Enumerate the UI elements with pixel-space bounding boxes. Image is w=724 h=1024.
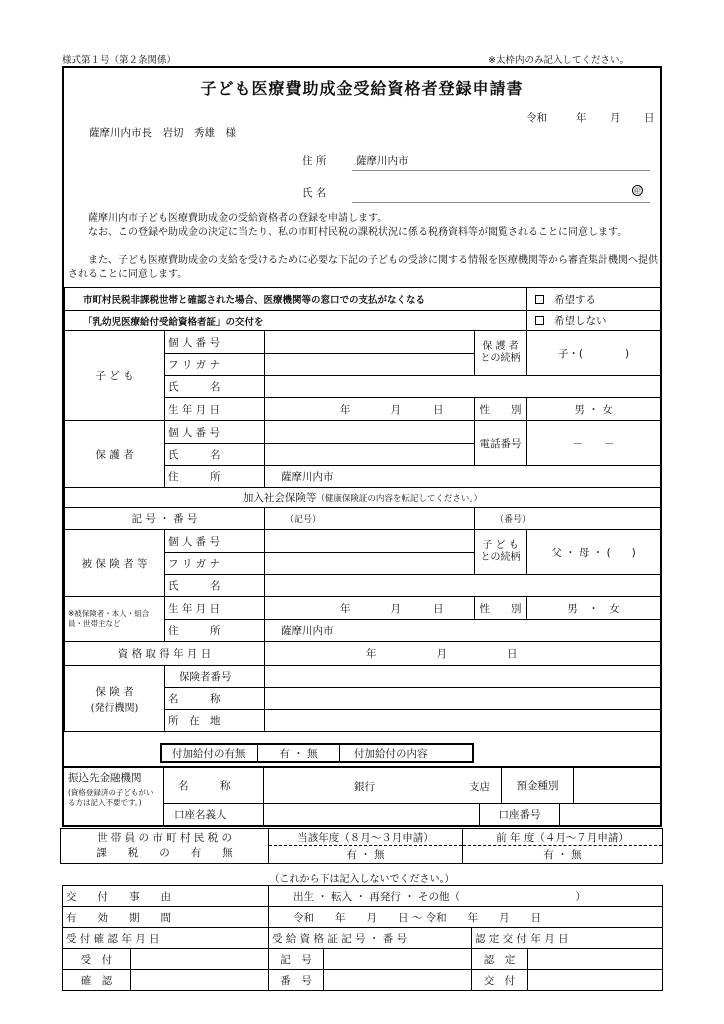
bank-name-label: 名 称 — [164, 768, 264, 804]
issuer-number-label: 保険者番号 — [165, 666, 265, 688]
issuer-name-label: 名 称 — [165, 688, 265, 710]
child-kana-field[interactable] — [265, 354, 475, 376]
number-field[interactable]: （番号） — [475, 508, 661, 530]
extra-benefit-label: 付加給付の有無 — [162, 745, 258, 761]
date-month: 月 — [610, 112, 621, 124]
guardian-id-boxes[interactable] — [265, 421, 475, 444]
tax-prev-label: 前 年 度（４月～７月申請） — [463, 829, 663, 846]
receipt-label: 受 付 — [63, 949, 131, 970]
fill-note: ※太枠内のみ記入してください。 — [488, 55, 629, 66]
cert-date-label: 認 定 交 付 年 月 日 — [472, 928, 663, 949]
issuer-label: 保 険 者 (発行機関) — [65, 666, 165, 732]
tax-label: 世 帯 員 の 市 町 村 民 税 の 課 税 の 有 無 — [61, 829, 269, 864]
certificate-text2: 「乳幼児医療給付受給資格者証」の交付を — [65, 311, 527, 331]
insured-rel-label: 子 ど も との続柄 — [475, 530, 527, 575]
period-value[interactable]: 令和 年 月 日 ～ 令和 年 月 日 — [269, 907, 663, 928]
bank-name-field[interactable] — [264, 768, 502, 804]
symbol-field[interactable]: （記号） — [265, 508, 475, 530]
statement-p2: なお、この登録や助成金の決定に当たり、私の市町村民税の課税状況に係る税務資料等が閲覧されることに同意します。 — [88, 227, 628, 238]
reason-label: 交 付 事 由 — [63, 886, 269, 907]
insured-addr-value[interactable]: 薩摩川内市 — [265, 620, 661, 642]
application-form — [62, 66, 662, 827]
child-id-boxes[interactable] — [265, 331, 475, 354]
bank-label: 振込先金融機関 — [68, 772, 142, 784]
issue-label: 交 付 — [472, 970, 528, 991]
child-name-label: 氏 名 — [165, 376, 265, 398]
extra-benefit-content-label: 付加給付の内容 — [354, 747, 428, 760]
seal-icon: ㊞ — [634, 187, 641, 195]
guardian-addr-value[interactable]: 薩摩川内市 — [265, 466, 661, 488]
insured-kana-field[interactable] — [265, 553, 475, 575]
checkbox-icon[interactable] — [535, 295, 544, 304]
certificate-text1: 市町村民税非課税世帯と確認された場合、医療機関等の窓口での支払がなくなる — [65, 288, 527, 311]
insured-note: ※被保険者・本人・組合員・世帯主など — [65, 597, 165, 642]
form-title: 子ども医療費助成金受給資格者登録申請書 — [200, 79, 524, 98]
date-day: 日 — [644, 112, 655, 124]
child-kana-label: フ リ ガ ナ — [165, 354, 265, 376]
guardian-phone-value[interactable]: － － — [527, 421, 661, 466]
insured-name-label: 氏 名 — [165, 575, 265, 597]
tax-current-value[interactable]: 有 ・ 無 — [269, 846, 463, 864]
statement-p1: 薩摩川内市子ども医療費助成金の受給資格者の登録を申請します。 — [88, 213, 388, 224]
no-wish-option[interactable]: 希望しない — [527, 311, 661, 331]
receipt-field[interactable] — [131, 949, 269, 970]
office-use-note: （これから下は記入しないでください。） — [269, 874, 455, 885]
issuer-addr-field[interactable] — [265, 710, 661, 732]
reason-value[interactable]: 出生 ・ 転入 ・ 再発行 ・ その他（ ） — [269, 886, 663, 907]
qualify-field[interactable]: 年 月 日 — [265, 642, 661, 666]
issuer-addr-label: 所 在 地 — [165, 710, 265, 732]
period-label: 有 効 期 間 — [63, 907, 269, 928]
insured-sex-value[interactable]: 男 ・ 女 — [527, 597, 661, 620]
date-era: 令和 — [526, 112, 547, 124]
insured-sex-label: 性 別 — [475, 597, 527, 620]
insured-id-label: 個 人 番 号 — [165, 530, 265, 553]
child-rel-value[interactable]: 子・( ) — [527, 331, 661, 376]
symbol-label: 記 号 — [269, 949, 324, 970]
bank-note: (資格登録済の子どもがいる方は記入不要です。) — [68, 788, 154, 807]
tax-table — [60, 828, 663, 864]
check-label: 確 認 — [63, 970, 131, 991]
account-number-field[interactable] — [560, 804, 660, 825]
address-label: 住 所 — [302, 155, 327, 167]
insured-label: 被 保 険 者 等 — [65, 530, 165, 597]
bank-suffix: 銀行 — [354, 781, 375, 793]
issuer-number-boxes[interactable] — [265, 666, 661, 688]
insured-dob-label: 生 年 月 日 — [165, 597, 265, 620]
insured-addr-label: 住 所 — [165, 620, 265, 642]
cert-no-label: 受 給 資 格 証 記 号 ・ 番 号 — [269, 928, 472, 949]
guardian-label: 保 護 者 — [65, 421, 165, 488]
child-sex-value[interactable]: 男 ・ 女 — [527, 398, 661, 421]
guardian-phone-label: 電話番号 — [475, 421, 527, 466]
symbol-number-label: 記 号 ・ 番 号 — [65, 508, 265, 530]
child-dob-field[interactable]: 年 月 日 — [265, 398, 475, 421]
issue-field[interactable] — [528, 970, 663, 991]
insured-kana-label: フ リ ガ ナ — [165, 553, 265, 575]
guardian-id-label: 個 人 番 号 — [165, 421, 265, 444]
extra-benefit-value[interactable]: 有 ・ 無 — [258, 745, 340, 761]
name-label: 氏 名 — [302, 187, 327, 199]
child-label: 子 ど も — [65, 331, 165, 421]
main-table — [64, 287, 661, 732]
qualify-label: 資 格 取 得 年 月 日 — [65, 642, 265, 666]
child-rel-label: 保 護 者 との続柄 — [475, 331, 527, 376]
statement-p3: また、子ども医療費助成金の支給を受けるために必要な下記の子どもの受診に関する情報を医療機関等から審査集計機関へ提供されることに同意します。 — [68, 255, 658, 280]
approve-field[interactable] — [528, 949, 663, 970]
checkbox-icon[interactable] — [535, 316, 544, 325]
check-field[interactable] — [131, 970, 269, 991]
bank-section — [62, 766, 662, 827]
insured-id-boxes[interactable] — [265, 530, 475, 553]
issuer-name-field[interactable] — [265, 688, 661, 710]
branch-suffix: 支店 — [469, 781, 490, 793]
number-label: 番 号 — [269, 970, 324, 991]
insured-name-field[interactable] — [265, 575, 661, 597]
insurance-header: 加入社会保険等（健康保険証の内容を転記してください。） — [65, 488, 661, 508]
child-sex-label: 性 別 — [475, 398, 527, 421]
holder-field[interactable] — [264, 804, 480, 825]
guardian-name-label: 氏 名 — [165, 444, 265, 466]
addressee: 薩摩川内市長 岩切 秀雄 様 — [89, 127, 236, 139]
wish-option[interactable]: 希望する — [527, 288, 661, 311]
account-type-field[interactable] — [574, 768, 660, 804]
address-value[interactable]: 薩摩川内市 — [356, 155, 409, 167]
form-number: 様式第１号（第２条関係） — [62, 55, 177, 66]
insured-rel-value[interactable]: 父 ・ 母 ・ ( ) — [527, 530, 661, 575]
date-year: 年 — [576, 112, 587, 124]
extra-benefit-row — [160, 743, 474, 763]
symbol-value[interactable] — [324, 949, 472, 970]
child-dob-label: 生 年 月 日 — [165, 398, 265, 421]
approve-label: 認 定 — [472, 949, 528, 970]
child-id-label: 個 人 番 号 — [165, 331, 265, 354]
account-number-label: 口座番号 — [480, 804, 560, 825]
insured-dob-field[interactable]: 年 月 日 — [265, 597, 475, 620]
tax-prev-value[interactable]: 有 ・ 無 — [463, 846, 663, 864]
account-type-label: 預金種別 — [502, 768, 574, 804]
child-name-field[interactable] — [265, 376, 661, 398]
tax-current-label: 当該年度（８月～３月申請） — [269, 829, 463, 846]
confirm-date-label: 受 付 確 認 年 月 日 — [63, 928, 269, 949]
holder-label: 口座名義人 — [164, 804, 264, 825]
office-table — [62, 885, 663, 991]
number-value[interactable] — [324, 970, 472, 991]
guardian-name-field[interactable] — [265, 444, 475, 466]
guardian-addr-label: 住 所 — [165, 466, 265, 488]
